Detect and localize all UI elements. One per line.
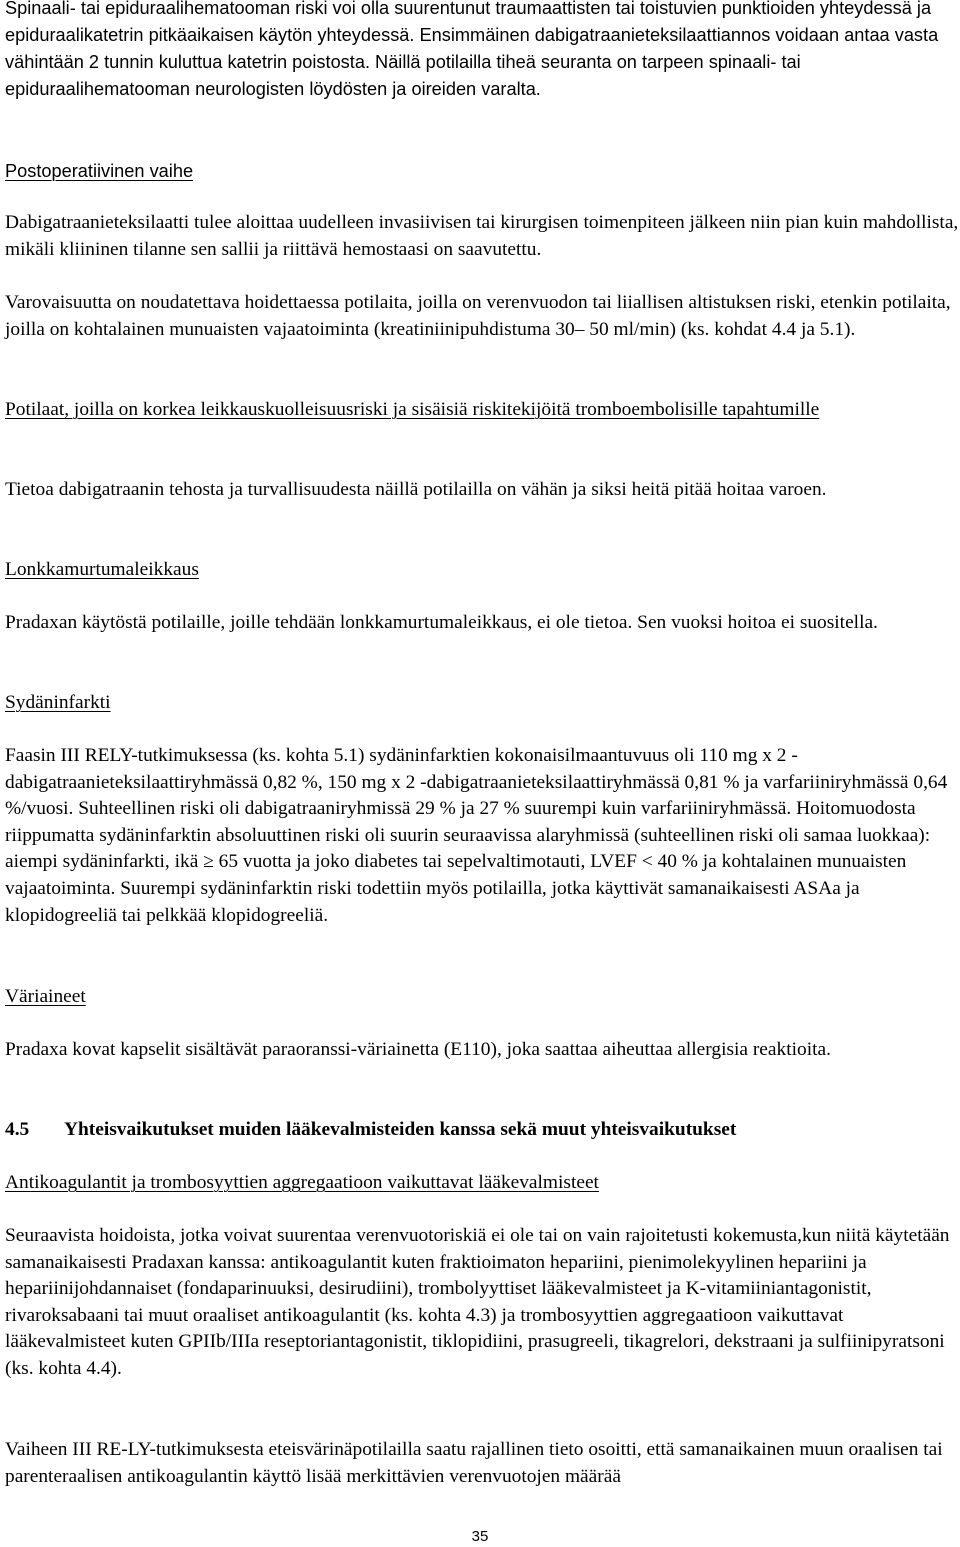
mi-text: Faasin III RELY-tutkimuksessa (ks. kohta 5.1) sydäninfarktien kokonaisilmaantuvuus oli 110 mg x 2 -dabigatraanieteksilaattiryhmässä 0,82 %, 150 mg x 2 -dabigatraanieteksilaattiryhmässä 0,81 % ja varfariiniryhmässä 0,64 %/vuosi. Suhteellinen riski oli dabigatraaniryhmissä 29 % ja 27 % suurempi kuin varfariiniryhmässä. Hoitomuodosta riippumatta sydäninfarktin absoluuttinen riski oli suurin seuraavissa alaryhmissä (suhteellinen riski oli samaa luokkaa): aiempi sydäninfarkti, ikä ≥ 65 vuotta ja joko diabetes tai sepelvaltimotauti, LVEF < 40 % ja kohtalainen munuaisten vajaatoiminta. Suurempi sydäninfarktin riski todettiin myös potilailla, jotka käyttivät samanaikaisesti ASAa ja klopidogreeliä tai pelkkää klopidogreeliä. — [5, 745, 948, 926]
dyes-text: Pradaxa kovat kapselit sisältävät paraoranssi-väriainetta (E110), joka saattaa aiheuttaa allergisia reaktioita. — [5, 1039, 831, 1060]
postop-heading: Postoperatiivinen vaihe — [5, 161, 194, 181]
section-title: Yhteisvaikutukset muiden lääkevalmisteiden kanssa sekä muut yhteisvaikutukset — [64, 1119, 737, 1140]
postop-paragraph-2: Varovaisuutta on noudatettava hoidettaessa potilaita, joilla on verenvuodon tai liiallisen altistuksen riski, etenkin potilaita, joilla on kohtalainen munuaisten vajaatoiminta (kreatiniinipuhdistuma 30– 50 ml/min) (ks. kohdat 4.4 ja 5.1). — [5, 292, 951, 340]
anticoagulant-paragraph-2: Vaiheen III RE-LY-tutkimuksesta eteisvärinäpotilailla saatu rajallinen tieto osoitti, että samanaikainen muun oraalisen tai parenteraalisen antikoagulantin käyttö lisää merkittävien verenvuotojen määrää — [5, 1439, 943, 1487]
page-number: 35 — [471, 1528, 489, 1545]
postop-paragraph-1: Dabigatraanieteksilaatti tulee aloittaa uudelleen invasiivisen tai kirurgisen toimenpiteen jälkeen niin pian kuin mahdollista, mikäli kliininen tilanne sen sallii ja riittävä hemostaasi on saavutettu. — [5, 212, 959, 260]
mi-heading: Sydäninfarkti — [5, 692, 111, 713]
section-number: 4.5 — [5, 1119, 30, 1140]
hip-fracture-heading: Lonkkamurtumaleikkaus — [5, 559, 199, 580]
section-4-5-heading — [5, 1117, 960, 1144]
dyes-heading: Väriaineet — [5, 986, 86, 1007]
hip-fracture-text: Pradaxan käytöstä potilaille, joille tehdään lonkkamurtumaleikkaus, ei ole tietoa. Sen vuoksi hoitoa ei suositella. — [5, 612, 878, 633]
intro-paragraph: Spinaali- tai epiduraalihematooman riski voi olla suurentunut traumaattisten tai toistuvien punktioiden yhteydessä ja epiduraalikatetrin pitkäaikaisen käytön yhteydessä. Ensimmäinen dabigatraanieteksilaattiannos voidaan antaa vasta vähintään 2 tunnin kuluttua katetrin poistosta. Näillä potilailla tiheä seuranta on tarpeen spinaali- tai epiduraalihematooman neurologisten löydösten ja oireiden varalta. — [5, 0, 939, 99]
high-risk-heading: Potilaat, joilla on korkea leikkauskuolleisuusriski ja sisäisiä riskitekijöitä tromboembolisille tapahtumille — [5, 399, 820, 420]
anticoagulant-paragraph-1: Seuraavista hoidoista, jotka voivat suurentaa verenvuotoriskiä ei ole tai on vain rajoitetusti kokemusta,kun niitä käytetään samanaikaisesti Pradaxan kanssa: antikoagulantit kuten fraktioimaton hepariini, pienimolekyylinen hepariini ja hepariinijohdannaiset (fondaparinuuksi, desirudiini), trombolyyttiset lääkevalmisteet ja K-vitamiiniantagonistit, rivaroksabaani tai muut oraaliset antikoagulantit (ks. kohta 4.3) ja trombosyyttien aggregaatioon vaikuttavat lääkevalmisteet kuten GPIIb/IIIa reseptoriantagonistit, tiklopidiini, prasugreeli, tikagrelori, dekstraani ja sulfiinipyratsoni (ks. kohta 4.4). — [5, 1225, 950, 1379]
high-risk-text: Tietoa dabigatraanin tehosta ja turvallisuudesta näillä potilailla on vähän ja siksi heitä pitää hoitaa varoen. — [5, 479, 827, 500]
anticoagulant-subheading: Antikoagulantit ja trombosyyttien aggregaatioon vaikuttavat lääkevalmisteet — [5, 1172, 599, 1193]
